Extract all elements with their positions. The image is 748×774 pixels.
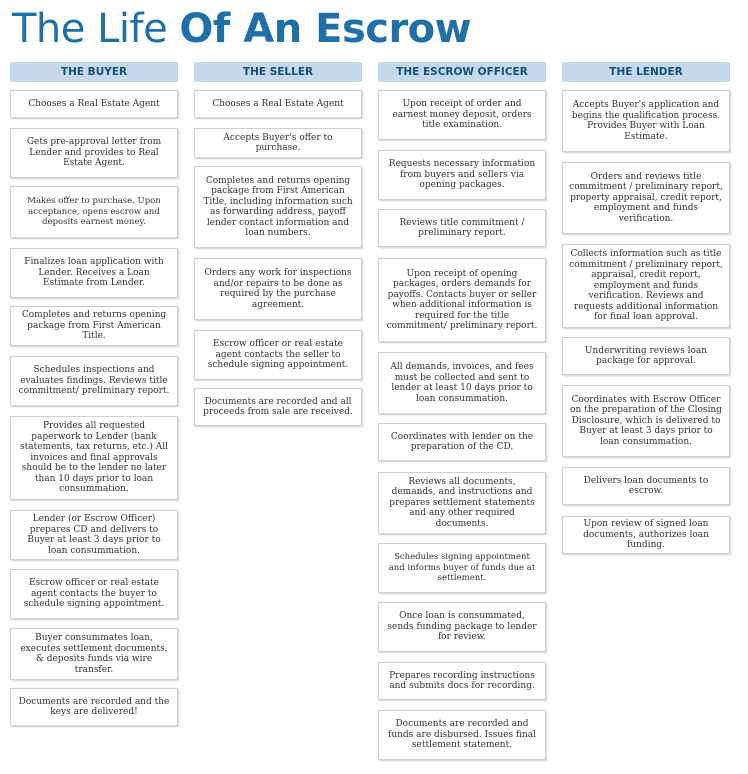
- lender-step-2: Orders and reviews title commitment / preliminary report, property appraisal, credit report, employment and funds verification.: [562, 162, 730, 234]
- column-lender: [562, 62, 730, 551]
- escrow-step-4: Upon receipt of opening packages, orders demands for payoffs. Contacts buyer or seller when additional information is required for the title commitment/ preliminary report.: [378, 258, 546, 342]
- escrow-step-10: Prepares recording instructions and submits docs for recording.: [378, 662, 546, 700]
- buyer-step-8: Lender (or Escrow Officer) prepares CD and delivers to Buyer at least 3 days prior to loan consummation.: [10, 510, 178, 560]
- buyer-step-2: Gets pre-approval letter from Lender and provides to Real Estate Agent.: [10, 128, 178, 178]
- lender-step-5: Coordinates with Escrow Officer on the preparation of the Closing Disclosure, which is delivered to Buyer at least 3 days prior to loan consummation.: [562, 385, 730, 457]
- seller-step-5: Escrow officer or real estate agent contacts the seller to schedule signing appointment.: [194, 330, 362, 380]
- seller-step-4: Orders any work for inspections and/or repairs to be done as required by the purchase agreement.: [194, 258, 362, 320]
- buyer-step-5: Completes and returns opening package from First American Title.: [10, 306, 178, 346]
- seller-step-1: Chooses a Real Estate Agent: [194, 90, 362, 118]
- column-buyer: [10, 62, 178, 717]
- lender-step-1: Accepts Buyer's application and begins the qualification process. Provides Buyer with Loan Estimate.: [562, 90, 730, 152]
- title-bold: Of An Escrow: [179, 6, 472, 52]
- column-escrow-officer: [378, 62, 546, 751]
- buyer-step-9: Escrow officer or real estate agent contacts the buyer to schedule signing appointment.: [10, 569, 178, 619]
- escrow-step-8: Schedules signing appointment and informs buyer of funds due at settlement.: [378, 543, 546, 593]
- lender-step-3: Collects information such as title commitment / preliminary report, appraisal, credit report, employment and funds verification. Reviews and requests additional information for final loan approval.: [562, 244, 730, 328]
- buyer-step-4: Finalizes loan application with Lender. Receives a Loan Estimate from Lender.: [10, 248, 178, 298]
- escrow-step-1: Upon receipt of order and earnest money deposit, orders title examination.: [378, 90, 546, 140]
- escrow-step-2: Requests necessary information from buyers and sellers via opening packages.: [378, 150, 546, 200]
- lender-step-4: Underwriting reviews loan package for approval.: [562, 337, 730, 375]
- escrow-step-3: Reviews title commitment / preliminary report.: [378, 209, 546, 247]
- buyer-step-1: Chooses a Real Estate Agent: [10, 90, 178, 118]
- seller-step-3: Completes and returns opening package from First American Title, including information such as forwarding address, payoff lender contact information and loan numbers.: [194, 166, 362, 248]
- column-seller: [194, 62, 362, 417]
- seller-step-6: Documents are recorded and all proceeds from sale are received.: [194, 388, 362, 426]
- seller-step-2: Accepts Buyer's offer to purchase.: [194, 128, 362, 158]
- buyer-step-10: Buyer consummates loan, executes settlement documents, & deposits funds via wire transfer.: [10, 628, 178, 680]
- lender-step-7: Upon review of signed loan documents, authorizes loan funding.: [562, 516, 730, 554]
- column-header-buyer: THE BUYER: [10, 62, 178, 82]
- lender-step-6: Delivers loan documents to escrow.: [562, 467, 730, 505]
- escrow-step-7: Reviews all documents, demands, and instructions and prepares settlement statements and any other required documents.: [378, 472, 546, 534]
- buyer-step-7: Provides all requested paperwork to Lender (bank statements, tax returns, etc.) All invoices and final approvals should be to the lender no later than 10 days prior to loan consummation.: [10, 416, 178, 500]
- title-prefix: The Life: [12, 6, 180, 52]
- buyer-step-6: Schedules inspections and evaluates findings. Reviews title commitment/ preliminary report.: [10, 356, 178, 406]
- escrow-step-11: Documents are recorded and funds are disbursed. Issues final settlement statement.: [378, 710, 546, 760]
- escrow-step-6: Coordinates with lender on the preparation of the CD.: [378, 423, 546, 461]
- escrow-step-5: All demands, invoices, and fees must be collected and sent to lender at least 10 days prior to loan consummation.: [378, 352, 546, 414]
- buyer-step-11: Documents are recorded and the keys are delivered!: [10, 688, 178, 726]
- column-header-escrow-officer: THE ESCROW OFFICER: [378, 62, 546, 82]
- buyer-step-3: Makes offer to purchase. Upon acceptance, opens escrow and deposits earnest money.: [10, 186, 178, 238]
- column-header-lender: THE LENDER: [562, 62, 730, 82]
- column-header-seller: THE SELLER: [194, 62, 362, 82]
- escrow-step-9: Once loan is consummated, sends funding package to lender for review.: [378, 602, 546, 652]
- page-title: [12, 4, 471, 54]
